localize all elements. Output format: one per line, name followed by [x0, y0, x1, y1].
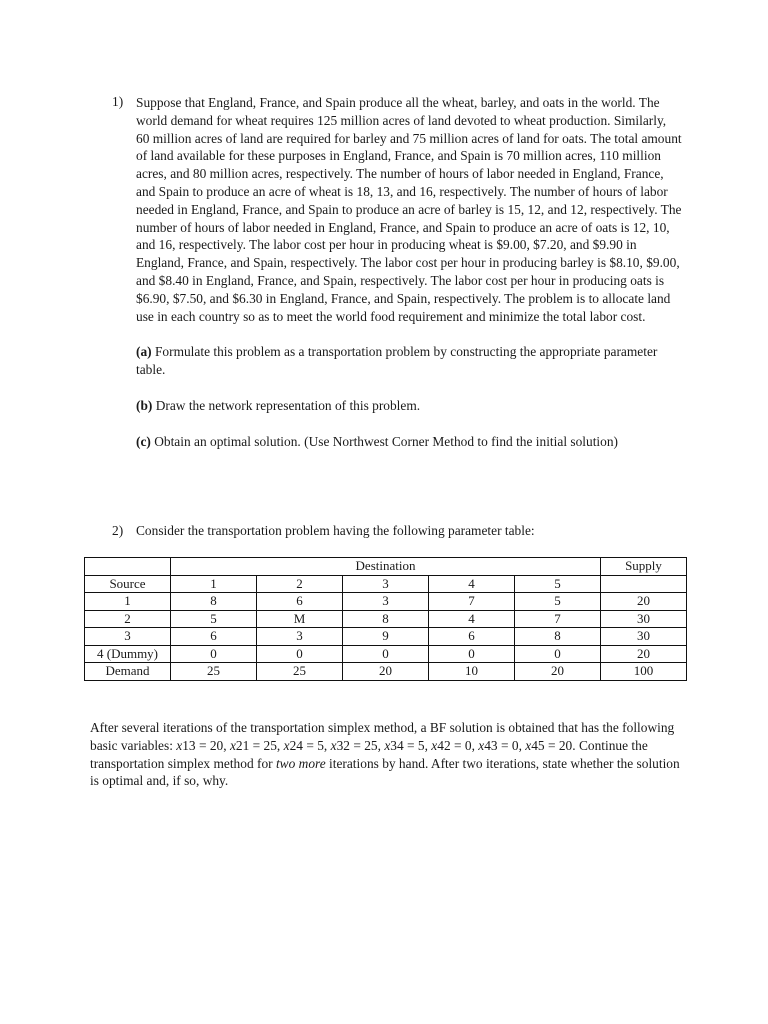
cost-cell: 0: [429, 645, 515, 663]
cost-cell: 0: [515, 645, 601, 663]
cost-cell: 3: [257, 628, 343, 646]
source-cell: 3: [85, 628, 171, 646]
variable-subscript: 24: [289, 737, 303, 753]
destination-number: 5: [515, 575, 601, 593]
variable-name: x: [384, 737, 391, 753]
variable-value: = 25,: [349, 737, 385, 753]
supply-cell: 20: [601, 593, 687, 611]
source-label: Source: [85, 575, 171, 593]
part-a-text: Formulate this problem as a transportation problem by constructing the appropriate parameter table.: [136, 344, 658, 378]
variable-value: = 5,: [302, 737, 331, 753]
cost-cell: 0: [343, 645, 429, 663]
question-1: [112, 94, 682, 451]
question-2-text: Consider the transportation problem having the following parameter table:: [136, 523, 535, 538]
part-c-label: (c): [136, 433, 151, 449]
cost-cell: 6: [171, 628, 257, 646]
question-1-number: 1): [112, 94, 124, 109]
table-demand-row: [85, 663, 687, 681]
source-cell: 4 (Dummy): [85, 645, 171, 663]
table-corner-cell: [85, 558, 171, 576]
cost-cell: 8: [515, 628, 601, 646]
total-cell: 100: [601, 663, 687, 681]
variable-subscript: 34: [390, 737, 404, 753]
variable-value: = 5,: [403, 737, 432, 753]
variable-subscript: 13: [182, 737, 196, 753]
variable-name: x: [330, 737, 337, 753]
variable-subscript: 32: [336, 737, 350, 753]
paragraph-continue: Continue the transportation simplex method for: [90, 737, 648, 771]
question-2: [112, 522, 682, 540]
part-a-label: (a): [136, 344, 152, 360]
demand-cell: 25: [257, 663, 343, 681]
table-destination-row: [85, 575, 687, 593]
part-c-text: Obtain an optimal solution. (Use Northwest Corner Method to find the initial solution): [150, 433, 618, 449]
cost-cell: 0: [257, 645, 343, 663]
variable-subscript: 42: [437, 737, 451, 753]
source-cell: 1: [85, 593, 171, 611]
variable-name: x: [525, 737, 532, 753]
variable-value: = 0,: [450, 737, 479, 753]
destination-header: Destination: [171, 558, 601, 576]
cost-cell: 6: [257, 593, 343, 611]
paragraph-intro: After several iterations of the transportation simplex method, a BF solution is obtained that has the following basic variables:: [90, 720, 675, 753]
variable-subscript: 43: [484, 737, 498, 753]
cost-cell: 6: [429, 628, 515, 646]
variable-value: = 20,: [195, 737, 230, 753]
variable-name: x: [478, 737, 485, 753]
cost-cell: 7: [515, 610, 601, 628]
cost-cell: 3: [343, 593, 429, 611]
empty-supply-cell: [601, 575, 687, 593]
variable-subscript: 21: [235, 737, 250, 753]
demand-label: Demand: [85, 663, 171, 681]
cost-cell: 5: [171, 610, 257, 628]
cost-cell: 9: [343, 628, 429, 646]
part-b-label: (b): [136, 397, 153, 413]
demand-cell: 25: [171, 663, 257, 681]
table-header-row: [85, 558, 687, 576]
supply-cell: 30: [601, 610, 687, 628]
variable-subscript: 45: [531, 737, 545, 753]
supply-header: Supply: [601, 558, 687, 576]
part-b-text: Draw the network representation of this problem.: [152, 397, 421, 413]
destination-number: 1: [171, 575, 257, 593]
question-1-part-c: [136, 433, 682, 451]
demand-cell: 10: [429, 663, 515, 681]
question-2-number: 2): [112, 523, 124, 538]
table-row: [85, 610, 687, 628]
destination-number: 2: [257, 575, 343, 593]
variable-name: x: [229, 737, 236, 753]
variable-value: = 0,: [497, 737, 526, 753]
demand-cell: 20: [515, 663, 601, 681]
variable-name: x: [431, 737, 438, 753]
demand-cell: 20: [343, 663, 429, 681]
table-row: [85, 593, 687, 611]
table-row: [85, 645, 687, 663]
source-cell: 2: [85, 610, 171, 628]
variable-name: x: [176, 737, 183, 753]
variable-value: = 20.: [544, 737, 576, 753]
cost-cell: 7: [429, 593, 515, 611]
destination-number: 3: [343, 575, 429, 593]
supply-cell: 30: [601, 628, 687, 646]
supply-cell: 20: [601, 645, 687, 663]
table-row: [85, 628, 687, 646]
cost-cell: 8: [343, 610, 429, 628]
instructions-paragraph: [90, 719, 690, 790]
cost-cell: 4: [429, 610, 515, 628]
paragraph-emphasis: two more: [275, 755, 326, 771]
question-1-part-a: [136, 343, 682, 379]
question-1-part-b: [136, 397, 682, 415]
cost-cell: M: [257, 610, 343, 628]
cost-cell: 8: [171, 593, 257, 611]
cost-cell: 0: [171, 645, 257, 663]
destination-number: 4: [429, 575, 515, 593]
question-1-text: Suppose that England, France, and Spain produce all the wheat, barley, and oats in the world. The world demand for wheat requires 125 million acres of land devoted to wheat production. Similarly, 60 million acres of land are required for barley and 75 million acres of land for oats. The total amount of land available for these purposes in England, France, and Spain is 70 million acres, 110 million acres, and 80 million acres, respectively. The number of hours of labor needed in England, France, and Spain to produce an acre of wheat is 18, 13, and 16, respectively. The number of hours of labor needed in England, France, and Spain to produce an acre of barley is 15, 12, and 12, respectively. The number of hours of labor needed in England, France, and Spain to produce an acre of oats is 12, 10, and 16, respectively. The labor cost per hour in producing wheat is $9.00, $7.20, and $9.90 in England, France, and Spain, respectively. The labor cost per hour in producing barley is $8.10, $9.00, and $8.40 in England, France, and Spain, respectively. The labor cost per hour in producing oats is $6.90, $7.50, and $6.30 in England, France, and Spain, respectively. The problem is to allocate land use in each country so as to meet the world food requirement and minimize the total labor cost.: [136, 95, 682, 324]
variable-name: x: [283, 737, 290, 753]
paragraph-tail: iterations by hand. After two iterations, state whether the solution is optimal and, if so, why.: [90, 755, 680, 789]
cost-cell: 5: [515, 593, 601, 611]
parameter-table: [84, 557, 687, 681]
variable-value: = 25,: [249, 737, 284, 753]
